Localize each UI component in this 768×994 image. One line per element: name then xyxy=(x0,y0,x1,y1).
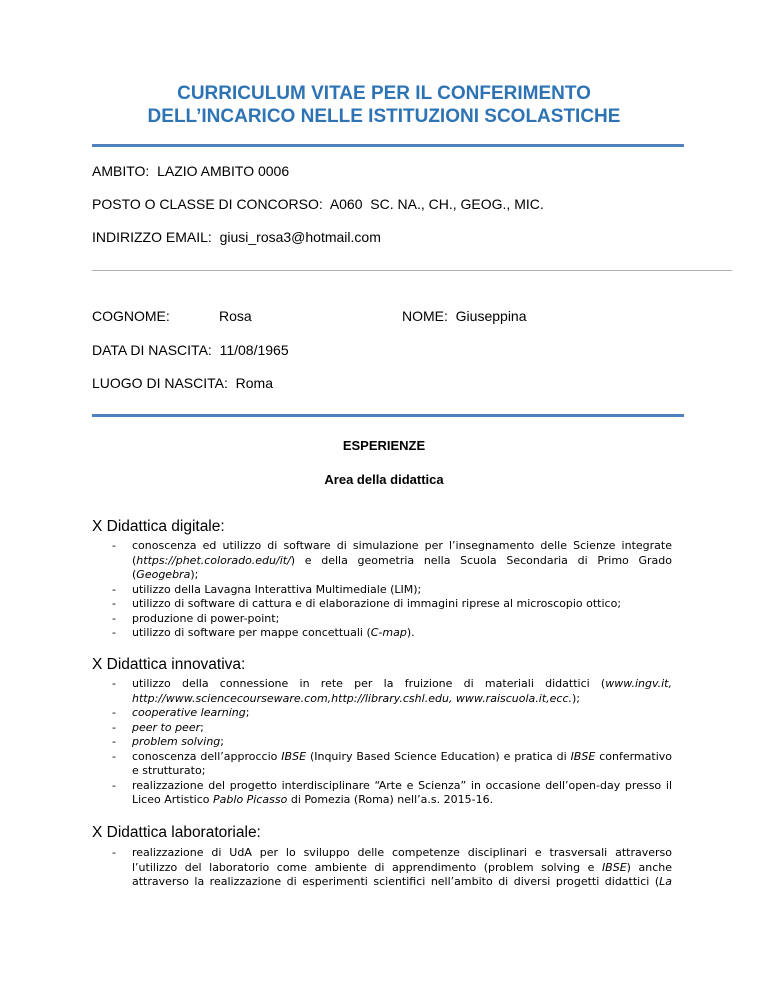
email-value: giusi_rosa3@hotmail.com xyxy=(219,229,381,245)
list-item: - realizzazione del progetto interdisciplinare “Arte e Scienza” in occasione dell’open-day presso il Liceo Artistico Pablo Picasso di Pomezia (Roma) nell’a.s. 2015-16. xyxy=(112,779,672,808)
section-title-innovativa: X Didattica innovativa: xyxy=(92,656,246,673)
cmap-text: C-map xyxy=(370,626,407,639)
geogebra-text: Geogebra xyxy=(136,568,191,581)
list-item: - conoscenza dell’approccio IBSE (Inquiry Based Science Education) e pratica di IBSE confermativo e strutturato; xyxy=(112,750,672,779)
info-divider xyxy=(92,270,732,271)
cognome-value: Rosa xyxy=(219,308,252,324)
list-innovativa xyxy=(112,677,672,808)
ambito-value: LAZIO AMBITO 0006 xyxy=(157,163,290,179)
luogo-nascita-value: Roma xyxy=(235,375,274,391)
list-digitale xyxy=(112,539,672,641)
list-item: - utilizzo di software per mappe concettuali (C-map). xyxy=(112,626,672,641)
luogo-nascita-label: LUOGO DI NASCITA: xyxy=(92,375,228,391)
title-line-1: CURRICULUM VITAE PER IL CONFERIMENTO xyxy=(177,83,591,104)
title-line-2: DELL’INCARICO NELLE ISTITUZIONI SCOLASTICHE xyxy=(147,106,621,127)
data-nascita-label: DATA DI NASCITA: xyxy=(92,342,212,358)
list-item: - cooperative learning; xyxy=(112,706,672,721)
list-laboratoriale xyxy=(112,846,672,890)
list-item: - utilizzo di software di cattura e di elaborazione di immagini riprese al microscopio ottico; xyxy=(112,597,672,612)
cognome-label: COGNOME: xyxy=(92,308,170,324)
list-item: - realizzazione di UdA per lo sviluppo delle competenze disciplinari e trasversali attraverso l’utilizzo del laboratorio come ambiente di apprendimento (problem solving e IBSE) anche attraverso la realizzazione di esperimenti scientifici nell’ambito di diversi progetti didattici (La xyxy=(112,846,672,890)
pablo-picasso-text: Pablo Picasso xyxy=(213,793,288,806)
list-item: - produzione di power-point; xyxy=(112,612,672,627)
ambito-field xyxy=(92,163,289,179)
area-didattica-heading: Area della didattica xyxy=(324,472,444,487)
nome-value: Giuseppina xyxy=(455,308,527,324)
personal-divider xyxy=(92,414,684,417)
nome-label: NOME: xyxy=(402,308,448,324)
email-label: INDIRIZZO EMAIL: xyxy=(92,229,212,245)
section-title-laboratoriale: X Didattica laboratoriale: xyxy=(92,824,261,841)
esperienze-heading: ESPERIENZE xyxy=(342,438,426,453)
posto-value: A060 SC. NA., CH., GEOG., MIC. xyxy=(329,196,544,212)
posto-field xyxy=(92,196,544,212)
ambito-label: AMBITO: xyxy=(92,163,150,179)
data-nascita-value: 11/08/1965 xyxy=(219,342,289,358)
list-item: - peer to peer; xyxy=(112,721,672,736)
list-item: - problem solving; xyxy=(112,735,672,750)
data-nascita-field xyxy=(92,342,289,358)
nome-field xyxy=(402,308,527,324)
list-item: - utilizzo della Lavagna Interattiva Multimediale (LIM); xyxy=(112,583,672,598)
section-title-digitale: X Didattica digitale: xyxy=(92,518,225,535)
luogo-nascita-field xyxy=(92,375,273,391)
header-divider xyxy=(92,144,684,147)
email-field xyxy=(92,229,381,245)
list-item: - conoscenza ed utilizzo di software di simulazione per l’insegnamento delle Scienze integrate (https://phet.colorado.edu/it/) e della geometria nella Scuola Secondaria di Primo Grado (Geogebra); xyxy=(112,539,672,583)
phet-link-text: https://phet.colorado.edu/it/ xyxy=(136,553,291,567)
websites-text: www.ingv.it, http://www.sciencecourseware.com,http://library.cshl.edu, www.raiscuola.it,ecc. xyxy=(132,677,672,705)
list-item: - utilizzo della connessione in rete per la fruizione di materiali didattici (www.ingv.it, http://www.sciencecourseware.com,http://library.cshl.edu, www.raiscuola.it,ecc.); xyxy=(112,677,672,706)
posto-label: POSTO O CLASSE DI CONCORSO: xyxy=(92,196,323,212)
